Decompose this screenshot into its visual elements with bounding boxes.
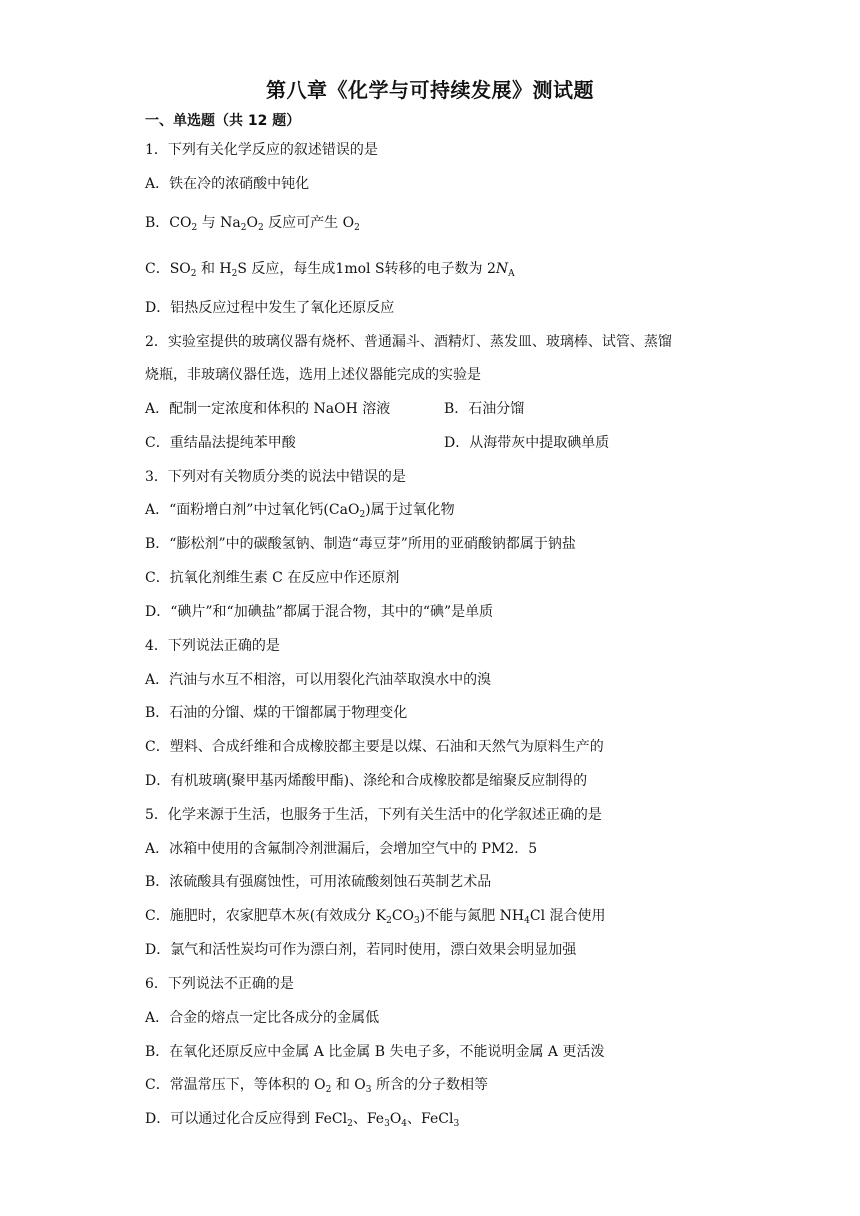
question-5-option-c: C．施肥时，农家肥草木灰(有效成分 $K_2CO_3$)不能与氮肥 $NH_4Cl$ 混合使用	[145, 908, 606, 926]
question-4-option-d: D．有机玻璃(聚甲基丙烯酸甲酯)、涤纶和合成橡胶都是缩聚反应制得的	[145, 773, 588, 789]
page-title: 第八章《化学与可持续发展》测试题	[266, 78, 594, 102]
question-2-option-a: A．配制一定浓度和体积的 NaOH 溶液	[145, 401, 391, 417]
question-3-option-a: A．“面粉增白剂”中过氧化钙(CaO$_2$)属于过氧化物	[145, 502, 455, 520]
question-2-stem-line-2: 烧瓶，非玻璃仪器任选，选用上述仪器能完成的实验是	[145, 367, 481, 383]
question-5-option-b: B．浓硫酸具有强腐蚀性，可用浓硫酸刻蚀石英制艺术品	[145, 874, 492, 890]
question-3-option-c: C．抗氧化剂维生素 C 在反应中作还原剂	[145, 570, 400, 586]
question-1-option-b: B．$CO_2$ 与 $Na_2O_2$ 反应可产生 $O_2$	[145, 215, 360, 233]
question-3-stem: 3．下列对有关物质分类的说法中错误的是	[145, 469, 406, 485]
question-1-stem: 1．下列有关化学反应的叙述错误的是	[145, 142, 378, 158]
question-1-option-d: D．铝热反应过程中发生了氧化还原反应	[145, 300, 395, 316]
question-6-option-a: A．合金的熔点一定比各成分的金属低	[145, 1010, 380, 1026]
section-heading: 一、单选题（共 12 题）	[145, 113, 301, 129]
question-5-stem: 5．化学来源于生活，也服务于生活，下列有关生活中的化学叙述正确的是	[145, 807, 602, 823]
question-2-option-b: B．石油分馏	[444, 401, 525, 417]
question-6-stem: 6．下列说法不正确的是	[145, 976, 294, 992]
question-1-option-c: C．$SO_2$ 和 $H_2S$ 反应，每生成1mol S转移的电子数为 $2N_A$	[145, 261, 515, 279]
question-2-option-c: C．重结晶法提纯苯甲酸	[145, 435, 296, 451]
question-4-option-b: B．石油的分馏、煤的干馏都属于物理变化	[145, 705, 408, 721]
question-2-stem-line-1: 2．实验室提供的玻璃仪器有烧杯、普通漏斗、酒精灯、蒸发皿、玻璃棒、试管、蒸馏	[145, 334, 672, 350]
question-4-option-c: C．塑料、合成纤维和合成橡胶都主要是以煤、石油和天然气为原料生产的	[145, 739, 604, 755]
question-2-option-d: D．从海带灰中提取碘单质	[444, 435, 610, 451]
question-4-stem: 4．下列说法正确的是	[145, 638, 280, 654]
question-1-option-a: A．铁在冷的浓硝酸中钝化	[145, 176, 310, 192]
question-5-option-a: A．冰箱中使用的含氟制冷剂泄漏后，会增加空气中的 PM2．5	[145, 841, 538, 857]
question-3-option-b: B．“膨松剂”中的碳酸氢钠、制造“毒豆芽”所用的亚硝酸钠都属于钠盐	[145, 536, 576, 552]
question-6-option-b: B．在氧化还原反应中金属 A 比金属 B 失电子多，不能说明金属 A 更活泼	[145, 1044, 605, 1060]
question-4-option-a: A．汽油与水互不相溶，可以用裂化汽油萃取溴水中的溴	[145, 672, 492, 688]
question-6-option-d: D．可以通过化合反应得到 FeCl$_2$、$Fe_3O_4$、FeCl$_3$	[145, 1111, 460, 1129]
question-5-option-d: D．氯气和活性炭均可作为漂白剂，若同时使用，漂白效果会明显加强	[145, 942, 577, 958]
question-6-option-c: C．常温常压下，等体积的 $O_2$ 和 $O_3$ 所含的分子数相等	[145, 1077, 488, 1095]
question-3-option-d: D．“碘片”和“加碘盐”都属于混合物，其中的“碘”是单质	[145, 604, 494, 620]
